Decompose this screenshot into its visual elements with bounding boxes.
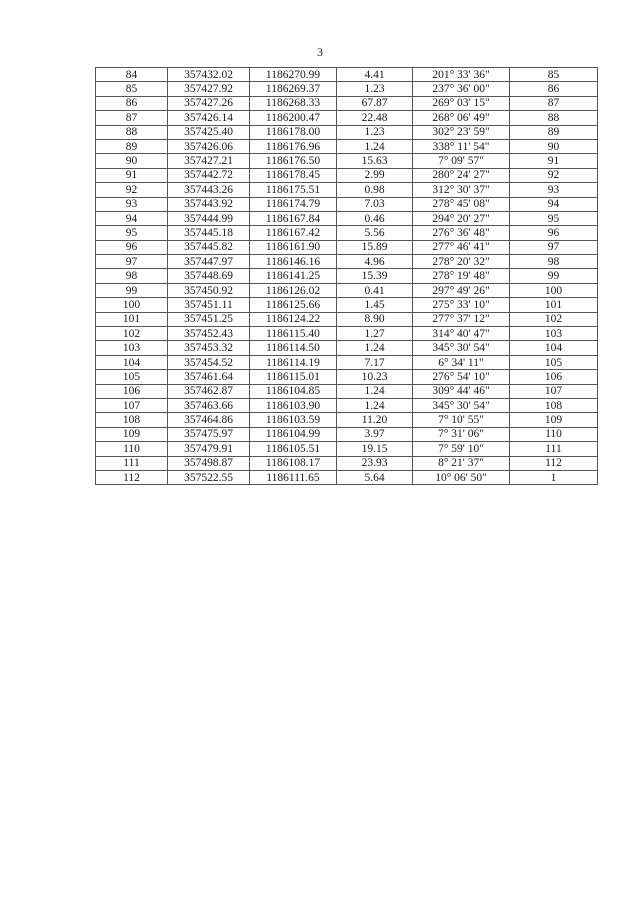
table-row	[96, 355, 598, 369]
distance-cell: 1.27	[337, 327, 413, 341]
x-coordinate-cell: 357427.92	[168, 82, 250, 96]
bearing-cell: 278° 20' 32"	[413, 255, 510, 269]
y-coordinate-cell: 1186175.51	[250, 183, 337, 197]
bearing-cell: 277° 46' 41"	[413, 240, 510, 254]
x-coordinate-cell: 357426.14	[168, 111, 250, 125]
y-coordinate-cell: 1186178.45	[250, 168, 337, 182]
distance-cell: 1.24	[337, 398, 413, 412]
point-number-cell: 112	[96, 470, 168, 484]
bearing-cell: 312° 30' 37"	[413, 183, 510, 197]
bearing-cell: 7° 31' 06"	[413, 427, 510, 441]
point-number-cell: 95	[96, 226, 168, 240]
y-coordinate-cell: 1186268.33	[250, 96, 337, 110]
point-number-cell: 93	[96, 197, 168, 211]
y-coordinate-cell: 1186174.79	[250, 197, 337, 211]
x-coordinate-cell: 357443.92	[168, 197, 250, 211]
x-coordinate-cell: 357452.43	[168, 327, 250, 341]
bearing-cell: 275° 33' 10"	[413, 298, 510, 312]
bearing-cell: 297° 49' 26"	[413, 283, 510, 297]
bearing-cell: 8° 21' 37"	[413, 456, 510, 470]
next-point-cell: 92	[510, 168, 598, 182]
point-number-cell: 110	[96, 442, 168, 456]
table-row	[96, 341, 598, 355]
table-row	[96, 442, 598, 456]
x-coordinate-cell: 357447.97	[168, 255, 250, 269]
bearing-cell: 201° 33' 36"	[413, 68, 510, 82]
point-number-cell: 87	[96, 111, 168, 125]
bearing-cell: 278° 19' 48"	[413, 269, 510, 283]
distance-cell: 1.24	[337, 139, 413, 153]
point-number-cell: 101	[96, 312, 168, 326]
point-number-cell: 98	[96, 269, 168, 283]
table-row	[96, 96, 598, 110]
point-number-cell: 86	[96, 96, 168, 110]
y-coordinate-cell: 1186200.47	[250, 111, 337, 125]
bearing-cell: 7° 59' 10"	[413, 442, 510, 456]
bearing-cell: 7° 10' 55"	[413, 413, 510, 427]
point-number-cell: 106	[96, 384, 168, 398]
point-number-cell: 100	[96, 298, 168, 312]
distance-cell: 3.97	[337, 427, 413, 441]
distance-cell: 0.41	[337, 283, 413, 297]
next-point-cell: 93	[510, 183, 598, 197]
next-point-cell: 101	[510, 298, 598, 312]
y-coordinate-cell: 1186108.17	[250, 456, 337, 470]
distance-cell: 1.45	[337, 298, 413, 312]
distance-cell: 4.96	[337, 255, 413, 269]
y-coordinate-cell: 1186269.37	[250, 82, 337, 96]
x-coordinate-cell: 357445.18	[168, 226, 250, 240]
next-point-cell: 98	[510, 255, 598, 269]
y-coordinate-cell: 1186103.59	[250, 413, 337, 427]
distance-cell: 15.39	[337, 269, 413, 283]
bearing-cell: 338° 11' 54"	[413, 139, 510, 153]
bearing-cell: 345° 30' 54"	[413, 341, 510, 355]
x-coordinate-cell: 357426.06	[168, 139, 250, 153]
point-number-cell: 105	[96, 370, 168, 384]
page-number: 3	[317, 45, 323, 59]
y-coordinate-cell: 1186167.42	[250, 226, 337, 240]
next-point-cell: 99	[510, 269, 598, 283]
bearing-cell: 269° 03' 15"	[413, 96, 510, 110]
distance-cell: 19.15	[337, 442, 413, 456]
table-row	[96, 226, 598, 240]
next-point-cell: 90	[510, 139, 598, 153]
next-point-cell: 107	[510, 384, 598, 398]
bearing-cell: 276° 36' 48"	[413, 226, 510, 240]
boundary-coordinates-table	[95, 67, 598, 485]
next-point-cell: 100	[510, 283, 598, 297]
distance-cell: 15.89	[337, 240, 413, 254]
distance-cell: 22.48	[337, 111, 413, 125]
distance-cell: 2.99	[337, 168, 413, 182]
next-point-cell: 96	[510, 226, 598, 240]
table-row	[96, 168, 598, 182]
bearing-cell: 309° 44' 46"	[413, 384, 510, 398]
point-number-cell: 85	[96, 82, 168, 96]
bearing-cell: 278° 45' 08"	[413, 197, 510, 211]
distance-cell: 1.24	[337, 384, 413, 398]
table-row	[96, 283, 598, 297]
next-point-cell: 94	[510, 197, 598, 211]
point-number-cell: 99	[96, 283, 168, 297]
point-number-cell: 111	[96, 456, 168, 470]
x-coordinate-cell: 357453.32	[168, 341, 250, 355]
x-coordinate-cell: 357443.26	[168, 183, 250, 197]
table-row	[96, 427, 598, 441]
x-coordinate-cell: 357475.97	[168, 427, 250, 441]
table-row	[96, 398, 598, 412]
point-number-cell: 102	[96, 327, 168, 341]
x-coordinate-cell: 357450.92	[168, 283, 250, 297]
distance-cell: 23.93	[337, 456, 413, 470]
table-row	[96, 269, 598, 283]
next-point-cell: 112	[510, 456, 598, 470]
x-coordinate-cell: 357462.87	[168, 384, 250, 398]
bearing-cell: 276° 54' 10"	[413, 370, 510, 384]
point-number-cell: 104	[96, 355, 168, 369]
table-row	[96, 384, 598, 398]
distance-cell: 0.46	[337, 211, 413, 225]
table-row	[96, 154, 598, 168]
x-coordinate-cell: 357427.26	[168, 96, 250, 110]
x-coordinate-cell: 357451.25	[168, 312, 250, 326]
bearing-cell: 237° 36' 00"	[413, 82, 510, 96]
next-point-cell: 87	[510, 96, 598, 110]
point-number-cell: 109	[96, 427, 168, 441]
y-coordinate-cell: 1186104.99	[250, 427, 337, 441]
point-number-cell: 97	[96, 255, 168, 269]
bearing-cell: 314° 40' 47"	[413, 327, 510, 341]
y-coordinate-cell: 1186111.65	[250, 470, 337, 484]
bearing-cell: 268° 06' 49"	[413, 111, 510, 125]
x-coordinate-cell: 357432.02	[168, 68, 250, 82]
next-point-cell: 88	[510, 111, 598, 125]
next-point-cell: 106	[510, 370, 598, 384]
y-coordinate-cell: 1186176.96	[250, 139, 337, 153]
y-coordinate-cell: 1186178.00	[250, 125, 337, 139]
y-coordinate-cell: 1186124.22	[250, 312, 337, 326]
table-row	[96, 82, 598, 96]
next-point-cell: 108	[510, 398, 598, 412]
next-point-cell: 1	[510, 470, 598, 484]
x-coordinate-cell: 357454.52	[168, 355, 250, 369]
table-row	[96, 68, 598, 82]
next-point-cell: 103	[510, 327, 598, 341]
table-row	[96, 370, 598, 384]
y-coordinate-cell: 1186114.50	[250, 341, 337, 355]
distance-cell: 67.87	[337, 96, 413, 110]
point-number-cell: 90	[96, 154, 168, 168]
x-coordinate-cell: 357448.69	[168, 269, 250, 283]
table-row	[96, 470, 598, 484]
bearing-cell: 280° 24' 27"	[413, 168, 510, 182]
next-point-cell: 105	[510, 355, 598, 369]
bearing-cell: 277° 37' 12"	[413, 312, 510, 326]
point-number-cell: 108	[96, 413, 168, 427]
next-point-cell: 110	[510, 427, 598, 441]
y-coordinate-cell: 1186176.50	[250, 154, 337, 168]
point-number-cell: 84	[96, 68, 168, 82]
y-coordinate-cell: 1186270.99	[250, 68, 337, 82]
point-number-cell: 92	[96, 183, 168, 197]
distance-cell: 11.20	[337, 413, 413, 427]
x-coordinate-cell: 357461.64	[168, 370, 250, 384]
distance-cell: 5.56	[337, 226, 413, 240]
distance-cell: 1.24	[337, 341, 413, 355]
table-row	[96, 211, 598, 225]
x-coordinate-cell: 357427.21	[168, 154, 250, 168]
table-row	[96, 111, 598, 125]
table-row	[96, 197, 598, 211]
next-point-cell: 102	[510, 312, 598, 326]
x-coordinate-cell: 357444.99	[168, 211, 250, 225]
distance-cell: 10.23	[337, 370, 413, 384]
bearing-cell: 294° 20' 27"	[413, 211, 510, 225]
table-row	[96, 456, 598, 470]
y-coordinate-cell: 1186161.90	[250, 240, 337, 254]
point-number-cell: 103	[96, 341, 168, 355]
next-point-cell: 111	[510, 442, 598, 456]
x-coordinate-cell: 357464.86	[168, 413, 250, 427]
next-point-cell: 91	[510, 154, 598, 168]
bearing-cell: 6° 34' 11"	[413, 355, 510, 369]
bearing-cell: 7° 09' 57"	[413, 154, 510, 168]
table-row	[96, 139, 598, 153]
y-coordinate-cell: 1186146.16	[250, 255, 337, 269]
y-coordinate-cell: 1186114.19	[250, 355, 337, 369]
bearing-cell: 345° 30' 54"	[413, 398, 510, 412]
bearing-cell: 302° 23' 59"	[413, 125, 510, 139]
y-coordinate-cell: 1186115.40	[250, 327, 337, 341]
distance-cell: 5.64	[337, 470, 413, 484]
y-coordinate-cell: 1186167.84	[250, 211, 337, 225]
next-point-cell: 89	[510, 125, 598, 139]
distance-cell: 7.17	[337, 355, 413, 369]
point-number-cell: 107	[96, 398, 168, 412]
table-row	[96, 298, 598, 312]
point-number-cell: 94	[96, 211, 168, 225]
next-point-cell: 86	[510, 82, 598, 96]
point-number-cell: 91	[96, 168, 168, 182]
distance-cell: 15.63	[337, 154, 413, 168]
point-number-cell: 96	[96, 240, 168, 254]
table-row	[96, 413, 598, 427]
y-coordinate-cell: 1186115.01	[250, 370, 337, 384]
point-number-cell: 89	[96, 139, 168, 153]
bearing-cell: 10° 06' 50"	[413, 470, 510, 484]
y-coordinate-cell: 1186126.02	[250, 283, 337, 297]
next-point-cell: 85	[510, 68, 598, 82]
point-number-cell: 88	[96, 125, 168, 139]
y-coordinate-cell: 1186141.25	[250, 269, 337, 283]
y-coordinate-cell: 1186104.85	[250, 384, 337, 398]
distance-cell: 0.98	[337, 183, 413, 197]
table-row	[96, 312, 598, 326]
distance-cell: 7.03	[337, 197, 413, 211]
x-coordinate-cell: 357445.82	[168, 240, 250, 254]
x-coordinate-cell: 357442.72	[168, 168, 250, 182]
distance-cell: 8.90	[337, 312, 413, 326]
x-coordinate-cell: 357451.11	[168, 298, 250, 312]
next-point-cell: 109	[510, 413, 598, 427]
x-coordinate-cell: 357479.91	[168, 442, 250, 456]
coordinates-table-body	[96, 68, 598, 485]
table-row	[96, 125, 598, 139]
x-coordinate-cell: 357463.66	[168, 398, 250, 412]
table-row	[96, 327, 598, 341]
next-point-cell: 104	[510, 341, 598, 355]
x-coordinate-cell: 357425.40	[168, 125, 250, 139]
y-coordinate-cell: 1186105.51	[250, 442, 337, 456]
table-row	[96, 255, 598, 269]
table-row	[96, 240, 598, 254]
table-row	[96, 183, 598, 197]
x-coordinate-cell: 357522.55	[168, 470, 250, 484]
next-point-cell: 95	[510, 211, 598, 225]
x-coordinate-cell: 357498.87	[168, 456, 250, 470]
distance-cell: 1.23	[337, 125, 413, 139]
distance-cell: 1.23	[337, 82, 413, 96]
next-point-cell: 97	[510, 240, 598, 254]
y-coordinate-cell: 1186125.66	[250, 298, 337, 312]
y-coordinate-cell: 1186103.90	[250, 398, 337, 412]
distance-cell: 4.41	[337, 68, 413, 82]
